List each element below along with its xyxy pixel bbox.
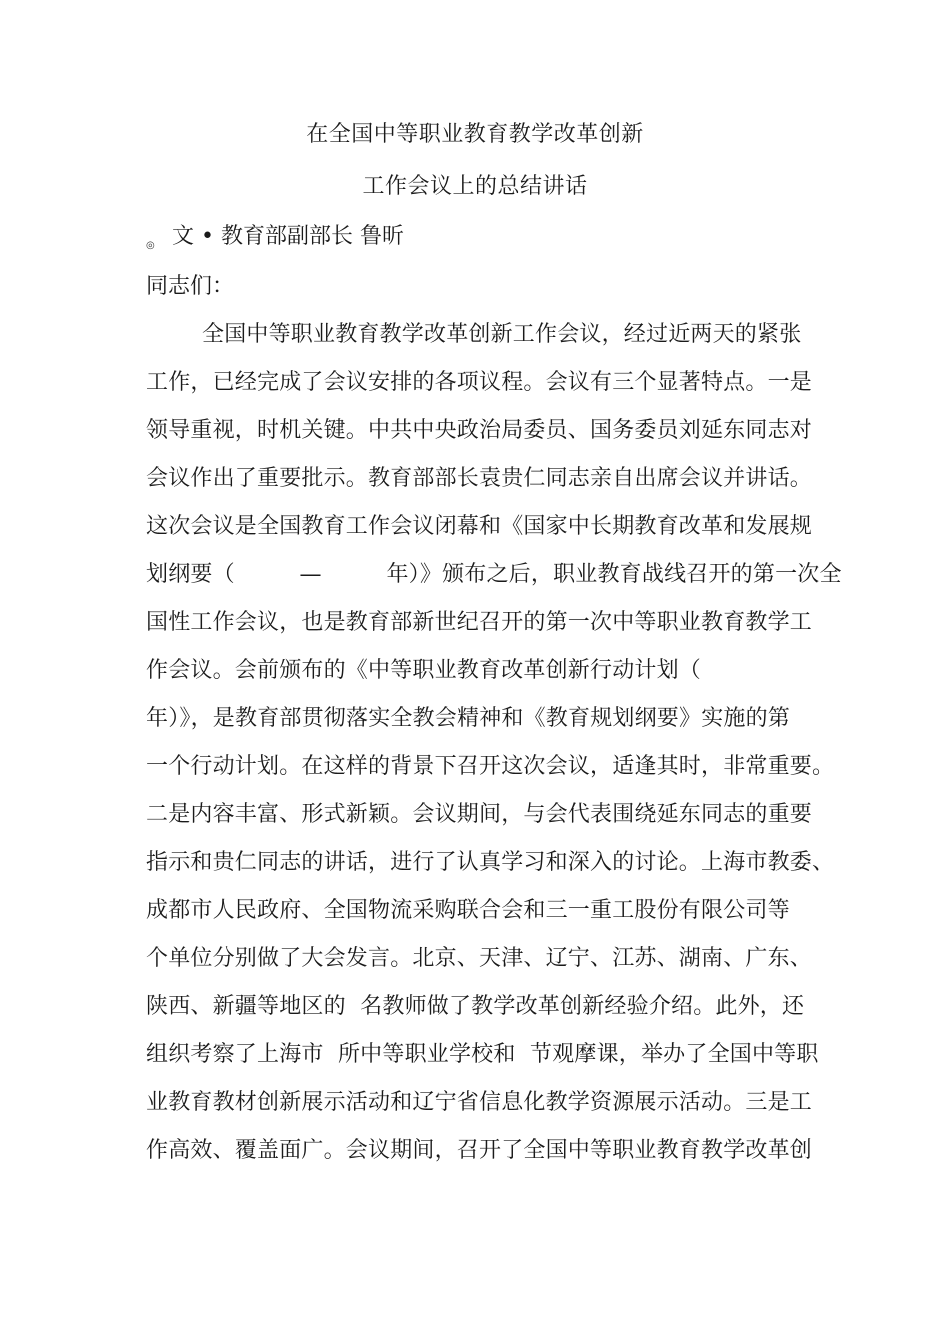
author-mark-icon: ◎ xyxy=(146,240,155,251)
body-line: 指示和贵仁同志的讲话，进行了认真学习和深入的讨论。上海市教委、 xyxy=(146,850,835,875)
greeting: 同志们： xyxy=(146,274,235,299)
body-line: 作会议。会前颁布的《中等职业教育改革创新行动计划（ xyxy=(146,658,702,683)
body-line: 这次会议是全国教育工作会议闭幕和《国家中长期教育改革和发展规 xyxy=(146,514,813,539)
body-line: 一个行动计划。在这样的背景下召开这次会议，适逢其时，非常重要。 xyxy=(146,754,835,779)
body-line: 领导重视，时机关键。中共中央政治局委员、国务委员刘延东同志对 xyxy=(146,418,813,443)
body-line: 全国中等职业教育教学改革创新工作会议，经过近两天的紧张 xyxy=(202,322,802,347)
author-byline: 文 • 教育部副部长 鲁昕 xyxy=(172,224,404,249)
body-line: 成都市人民政府、全国物流采购联合会和三一重工股份有限公司等 xyxy=(146,898,790,923)
body-line: 陕西、新疆等地区的 名教师做了教学改革创新经验介绍。此外，还 xyxy=(146,994,805,1019)
body-line: 划纲要（ — 年）》颁布之后，职业教育战线召开的第一次全 xyxy=(146,562,842,587)
body-line: 个单位分别做了大会发言。北京、天津、辽宁、江苏、湖南、广东、 xyxy=(146,946,813,971)
body-line: 会议作出了重要批示。教育部部长袁贵仁同志亲自出席会议并讲话。 xyxy=(146,466,813,491)
document-title-line-1: 在全国中等职业教育教学改革创新 xyxy=(306,122,644,147)
body-line: 作高效、覆盖面广。会议期间，召开了全国中等职业教育教学改革创 xyxy=(146,1138,813,1163)
body-line: 国性工作会议，也是教育部新世纪召开的第一次中等职业教育教学工 xyxy=(146,610,813,635)
body-line: 工作，已经完成了会议安排的各项议程。会议有三个显著特点。一是 xyxy=(146,370,813,395)
body-line: 年）》，是教育部贯彻落实全教会精神和《教育规划纲要》实施的第 xyxy=(146,706,791,731)
body-line: 业教育教材创新展示活动和辽宁省信息化教学资源展示活动。三是工 xyxy=(146,1090,813,1115)
document-title-line-2: 工作会议上的总结讲话 xyxy=(362,174,588,199)
body-line: 组织考察了上海市 所中等职业学校和 节观摩课，举办了全国中等职 xyxy=(146,1042,819,1067)
body-line: 二是内容丰富、形式新颖。会议期间，与会代表围绕延东同志的重要 xyxy=(146,802,813,827)
